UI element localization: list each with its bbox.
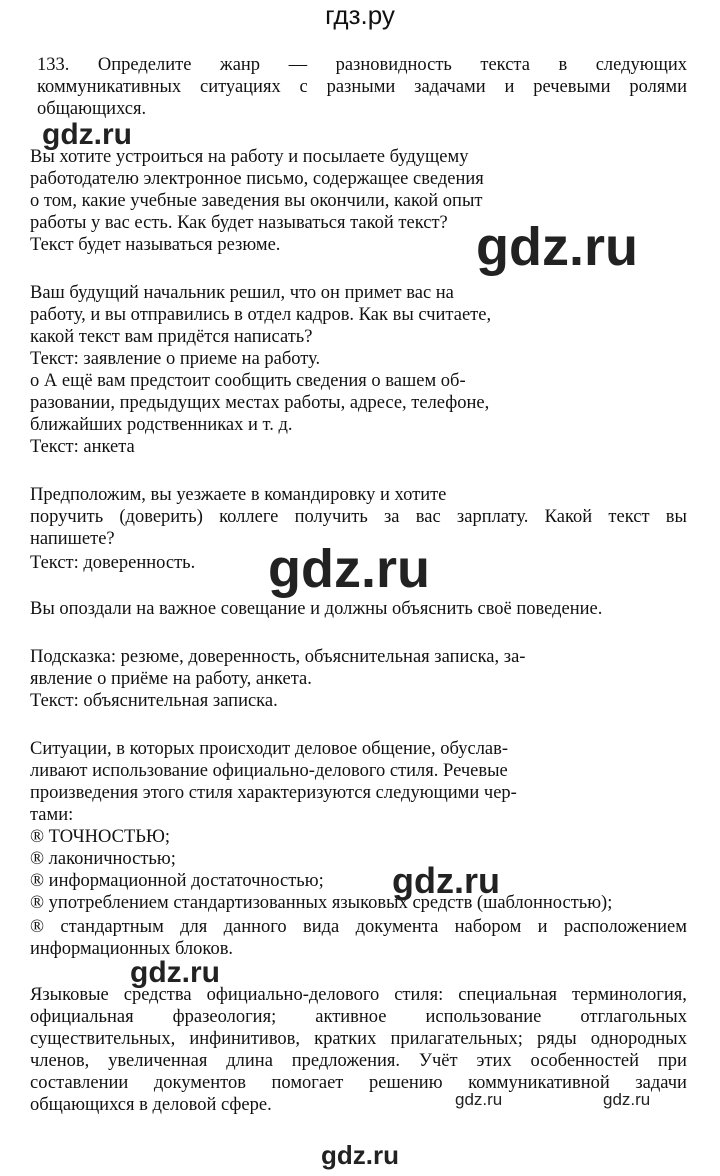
situation3-word: поручить	[30, 507, 104, 527]
language-word: средства	[123, 985, 192, 1005]
style-word: данного	[223, 917, 287, 937]
situation2-line: работу, и вы отправились в отдел кадров. Как вы считаете,	[30, 305, 492, 325]
style-word: для	[180, 917, 208, 937]
language-word: кратких	[314, 1029, 377, 1049]
task-word: ситуациях	[199, 77, 281, 97]
language-word: при	[657, 1051, 687, 1071]
language-word: особенностей	[530, 1051, 639, 1071]
watermark-gdz-top-left: gdz.ru	[42, 118, 132, 151]
style-line: ливают использование официально-делового стиля. Речевые	[30, 761, 508, 781]
task-word: ролями	[629, 77, 687, 97]
situation3-line: Предположим, вы уезжаете в командировку и хотите	[30, 485, 447, 505]
style-line: произведения этого стиля характеризуются следующими чер-	[30, 783, 517, 803]
language-word: стиля:	[394, 985, 444, 1005]
style-word: вида	[302, 917, 340, 937]
task-line-3: общающихся.	[37, 99, 147, 119]
language-word: составлении	[30, 1073, 129, 1093]
language-word: однородных	[590, 1029, 687, 1049]
language-word: членов,	[30, 1051, 90, 1071]
style-list-item: ® лаконичностью;	[30, 849, 176, 869]
language-word: документов	[153, 1073, 246, 1093]
site-header-label: гдз.ру	[325, 0, 395, 30]
watermark-gdz-small-2: gdz.ru	[603, 1090, 651, 1109]
task-word: текста	[480, 55, 530, 75]
language-word: Языковые	[30, 985, 109, 1005]
task-word: и	[504, 77, 515, 97]
situation1-answer: Текст будет называться резюме.	[30, 235, 281, 255]
language-word: активное	[315, 1007, 387, 1027]
language-means-line	[30, 1072, 687, 1094]
language-word: задачи	[635, 1073, 687, 1093]
style-list-item-justified	[30, 916, 687, 938]
task-line-2	[37, 76, 687, 98]
hint-answer: Текст: объяснительная записка.	[30, 691, 278, 711]
language-word: существительных,	[30, 1029, 176, 1049]
task-word: разными	[326, 77, 396, 97]
site-footer-label: gdz.ru	[321, 1140, 399, 1170]
task-word: в	[558, 55, 568, 75]
watermark-gdz-mid: gdz.ru	[392, 860, 500, 901]
task-word: с	[299, 77, 308, 97]
language-means-line	[30, 984, 687, 1006]
situation3-word: вас	[415, 507, 441, 527]
watermark-gdz-big-1: gdz.ru	[476, 217, 638, 277]
style-line: тами:	[30, 805, 74, 825]
language-word: длина	[226, 1051, 273, 1071]
situation1-line: работы у вас есть. Как будет называться такой текст?	[30, 213, 448, 233]
language-word: терминология,	[572, 985, 687, 1005]
language-word: официально-делового	[206, 985, 380, 1005]
hint-line: Подсказка: резюме, доверенность, объяснительная записка, за-	[30, 647, 526, 667]
situation2-line: какой текст вам придётся написать?	[30, 327, 313, 347]
situation3-word: получить	[294, 507, 368, 527]
situation1-line: о том, какие учебные заведения вы окончили, какой опыт	[30, 191, 483, 211]
situation2-line: Ваш будущий начальник решил, что он примет вас на	[30, 283, 454, 303]
situation2-answer: Текст: анкета	[30, 437, 135, 457]
language-word: инфинитивов,	[189, 1029, 301, 1049]
language-word: отглагольных	[580, 1007, 687, 1027]
language-word: предложения.	[291, 1051, 401, 1071]
situation3-line-justified	[30, 506, 687, 528]
language-word: этих	[476, 1051, 512, 1071]
language-word: помогает	[271, 1073, 344, 1093]
task-number: 133.	[37, 55, 70, 75]
watermark-gdz-big-2: gdz.ru	[268, 539, 430, 599]
language-means-line	[30, 1028, 687, 1050]
situation4-line: Вы опоздали на важное совещание и должны объяснить своё поведение.	[30, 599, 603, 619]
situation2-line: о А ещё вам предстоит сообщить сведения о вашем об-	[30, 371, 466, 391]
task-word: задачами	[414, 77, 486, 97]
style-word: стандартным	[60, 917, 164, 937]
situation3-line: напишете?	[30, 529, 115, 549]
language-word: использование	[425, 1007, 542, 1027]
situation3-word: Какой	[544, 507, 593, 527]
task-word: разновидность	[335, 55, 452, 75]
style-word: расположением	[563, 917, 687, 937]
language-word: фразеология;	[172, 1007, 277, 1027]
language-word: Учёт	[418, 1051, 458, 1071]
task-word: следующих	[595, 55, 687, 75]
language-word: прилагательных;	[390, 1029, 523, 1049]
situation3-word: (доверить)	[119, 507, 203, 527]
watermark-gdz-lower-left: gdz.ru	[130, 956, 220, 989]
situation2-answer: Текст: заявление о приеме на работу.	[30, 349, 321, 369]
language-means-line	[30, 1006, 687, 1028]
style-word: и	[537, 917, 548, 937]
language-word: ряды	[537, 1029, 577, 1049]
task-word: жанр	[219, 55, 261, 75]
situation3-word: вы	[665, 507, 687, 527]
style-word: набором	[454, 917, 522, 937]
task-line-1	[37, 54, 687, 76]
style-word: документа	[355, 917, 439, 937]
language-word: увеличенная	[108, 1051, 208, 1071]
task-word: —	[288, 55, 308, 75]
language-means-line	[30, 1050, 687, 1072]
language-word: специальная	[458, 985, 558, 1005]
watermark-gdz-small-1: gdz.ru	[455, 1090, 503, 1109]
task-word: коммуникативных	[37, 77, 182, 97]
style-list-item: ® употреблением стандартизованных языковых средств (шаблонностью);	[30, 893, 613, 913]
situation2-line: ближайших родственниках и т. д.	[30, 415, 293, 435]
task-word: Определите	[97, 55, 192, 75]
language-word: коммуникативной	[468, 1073, 610, 1093]
situation2-line: разовании, предыдущих местах работы, адресе, телефоне,	[30, 393, 490, 413]
style-list-item: ® информационной достаточностью;	[30, 871, 324, 891]
situation3-word: текст	[608, 507, 650, 527]
style-word: ®	[30, 917, 45, 937]
style-line: информационных блоков.	[30, 939, 234, 959]
language-means-line-last: общающихся в деловой сфере.	[30, 1095, 272, 1115]
situation3-word: зарплату.	[456, 507, 529, 527]
situation3-answer: Текст: доверенность.	[30, 553, 196, 573]
style-list-item: ® ТОЧНОСТЬЮ;	[30, 827, 171, 847]
situation3-word: за	[384, 507, 400, 527]
language-word: официальная	[30, 1007, 134, 1027]
situation3-word: коллеге	[219, 507, 279, 527]
style-line: Ситуации, в которых происходит деловое общение, обуслав-	[30, 739, 509, 759]
situation1-line: Вы хотите устроиться на работу и посылаете будущему	[30, 147, 469, 167]
task-word: речевыми	[533, 77, 611, 97]
hint-line: явление о приёме на работу, анкета.	[30, 669, 312, 689]
language-word: решению	[368, 1073, 443, 1093]
situation1-line: работодателю электронное письмо, содержащее сведения	[30, 169, 484, 189]
